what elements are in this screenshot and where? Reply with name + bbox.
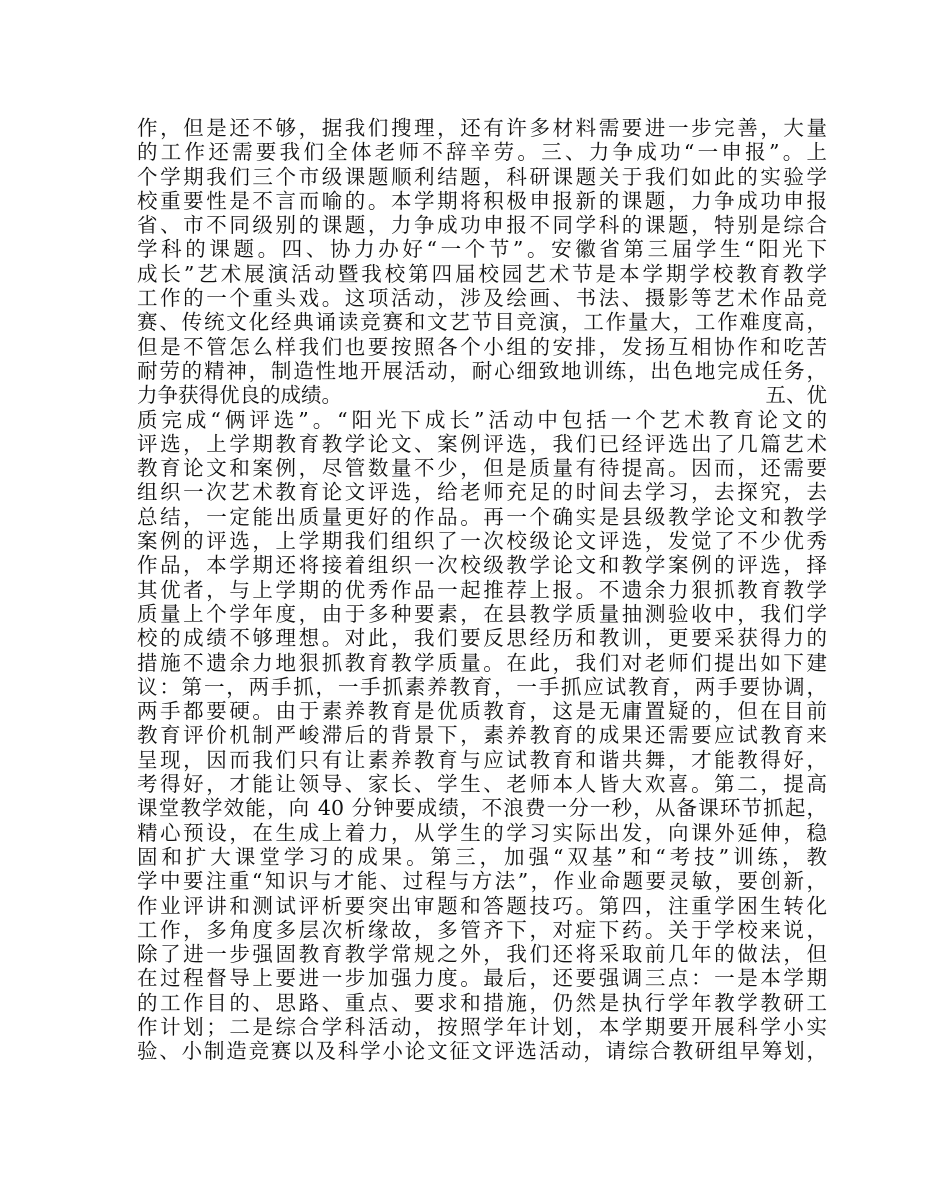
text-line: 措施不遗余力地狠抓教育教学质量。在此，我们对老师们提出如下建 — [137, 650, 827, 675]
text-line: 的工作目的、思路、重点、要求和措施，仍然是执行学年教学教研工 — [137, 990, 827, 1015]
text-line: 作业评讲和测试评析要突出审题和答题技巧。第四，注重学困生转化 — [137, 893, 827, 918]
text-line: 质完成“俩评选”。“阳光下成长”活动中包括一个艺术教育论文的 — [137, 407, 827, 432]
text-line: 质量上个学年度，由于多种要素，在县教学质量抽测验收中，我们学 — [137, 601, 827, 626]
text-line: 验、小制造竞赛以及科学小论文征文评选活动，请综合教研组早筹划， — [137, 1039, 827, 1064]
text-line: 两手都要硬。由于素养教育是优质教育，这是无庸置疑的，但在目前 — [137, 699, 827, 724]
text-line: 组织一次艺术教育论文评选，给老师充足的时间去学习，去探究，去 — [137, 480, 827, 505]
text-line: 在过程督导上要进一步加强力度。最后，还要强调三点：一是本学期 — [137, 966, 827, 991]
text-line: 固和扩大课堂学习的成果。第三，加强“双基”和“考技”训练，教 — [137, 844, 827, 869]
text-segment: 五、优 — [765, 383, 827, 408]
text-line: 课堂教学效能，向 40 分钟要成绩，不浪费一分一秒，从备课环节抓起， — [137, 796, 827, 821]
text-line: 赛、传统文化经典诵读竞赛和文艺节目竞演，工作量大，工作难度高， — [137, 310, 827, 335]
text-line: 作计划；二是综合学科活动，按照学年计划，本学期要开展科学小实 — [137, 1014, 827, 1039]
text-line: 的工作还需要我们全体老师不辞辛劳。三、力争成功“一申报”。上 — [137, 140, 827, 165]
body-text — [137, 116, 827, 1064]
text-line: 评选，上学期教育教学论文、案例评选，我们已经评选出了几篇艺术 — [137, 431, 827, 456]
text-line: 但是不管怎么样我们也要按照各个小组的安排，发扬互相协作和吃苦 — [137, 334, 827, 359]
text-line: 总结，一定能出质量更好的作品。再一个确实是县级教学论文和教学 — [137, 504, 827, 529]
text-line: 学科的课题。四、协力办好“一个节”。安徽省第三届学生“阳光下 — [137, 237, 827, 262]
text-line: 呈现，因而我们只有让素养教育与应试教育和谐共舞，才能教得好， — [137, 747, 827, 772]
text-line: 个学期我们三个市级课题顺利结题，科研课题关于我们如此的实验学 — [137, 164, 827, 189]
text-line: 教育论文和案例，尽管数量不少，但是质量有待提高。因而，还需要 — [137, 456, 827, 481]
text-line: 校的成绩不够理想。对此，我们要反思经历和教训，更要采获得力的 — [137, 626, 827, 651]
text-line: 校重要性是不言而喻的。本学期将积极申报新的课题，力争成功申报 — [137, 188, 827, 213]
text-line: 工作，多角度多层次析缘故，多管齐下，对症下药。关于学校来说， — [137, 917, 827, 942]
text-line: 作品，本学期还将接着组织一次校级教学论文和教学案例的评选，择 — [137, 553, 827, 578]
text-line: 其优者，与上学期的优秀作品一起推荐上报。不遗余力狠抓教育教学 — [137, 577, 827, 602]
text-line: 学中要注重“知识与才能、过程与方法”，作业命题要灵敏，要创新， — [137, 869, 827, 894]
text-line: 成长”艺术展演活动暨我校第四届校园艺术节是本学期学校教育教学 — [137, 261, 827, 286]
text-line: 除了进一步强固教育教学常规之外，我们还将采取前几年的做法，但 — [137, 942, 827, 967]
text-line: 案例的评选，上学期我们组织了一次校级论文评选，发觉了不少优秀 — [137, 529, 827, 554]
text-line: 工作的一个重头戏。这项活动，涉及绘画、书法、摄影等艺术作品竞 — [137, 286, 827, 311]
text-line: 教育评价机制严峻滞后的背景下，素养教育的成果还需要应试教育来 — [137, 723, 827, 748]
text-line-split — [137, 383, 827, 407]
text-line: 精心预设，在生成上着力，从学生的学习实际出发，向课外延伸，稳 — [137, 820, 827, 845]
text-line: 议：第一，两手抓，一手抓素养教育，一手抓应试教育，两手要协调， — [137, 674, 827, 699]
text-line: 耐劳的精神，制造性地开展活动，耐心细致地训练，出色地完成任务， — [137, 358, 827, 383]
text-line: 省、市不同级别的课题，力争成功申报不同学科的课题，特别是综合 — [137, 213, 827, 238]
text-line: 作，但是还不够，据我们搜理，还有许多材料需要进一步完善，大量 — [137, 116, 827, 140]
text-segment: 力争获得优良的成绩。 — [137, 383, 342, 408]
text-line: 考得好，才能让领导、家长、学生、老师本人皆大欢喜。第二，提高 — [137, 772, 827, 797]
